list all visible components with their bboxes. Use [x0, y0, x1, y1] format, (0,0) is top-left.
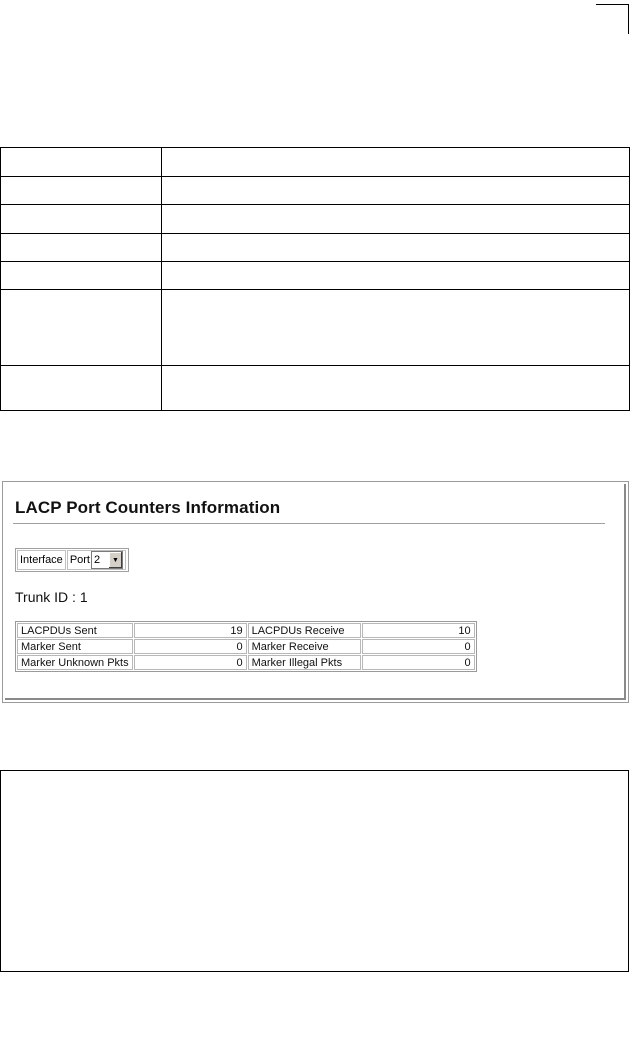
counter-label: Marker Illegal Pkts [248, 655, 361, 670]
table-row-divider [1, 289, 629, 290]
port-label-cell [67, 550, 126, 570]
table-row-divider [1, 365, 629, 366]
counter-value: 0 [134, 639, 247, 654]
interface-label: Interface [17, 550, 66, 570]
table-row [17, 623, 475, 638]
panel-shadow-right [624, 484, 626, 700]
cli-example-box [0, 770, 629, 972]
description-table [0, 147, 630, 411]
counter-label: LACPDUs Sent [17, 623, 133, 638]
table-row [17, 655, 475, 670]
counter-label: Marker Sent [17, 639, 133, 654]
table-row [17, 639, 475, 654]
port-label: Port [69, 554, 90, 566]
chevron-down-icon[interactable]: ▼ [108, 552, 122, 568]
table-row-divider [1, 233, 629, 234]
counter-value: 0 [134, 655, 247, 670]
table-row-divider [1, 261, 629, 262]
title-divider [13, 523, 605, 525]
trunk-id: Trunk ID : 1 [15, 589, 88, 605]
counter-value: 0 [362, 639, 475, 654]
counter-label: LACPDUs Receive [248, 623, 361, 638]
page-corner-mark [596, 4, 629, 34]
interface-selector [15, 548, 129, 572]
table-row-divider [1, 204, 629, 205]
port-select-value: 2 [94, 554, 101, 566]
page-title: LACP Port Counters Information [15, 498, 281, 517]
table-row-divider [1, 176, 629, 177]
counter-label: Marker Unknown Pkts [17, 655, 133, 670]
counter-value: 0 [362, 655, 475, 670]
panel-shadow-bottom [5, 698, 626, 700]
counter-value: 19 [134, 623, 247, 638]
counter-value: 10 [362, 623, 475, 638]
table-column-divider [161, 148, 162, 410]
counter-label: Marker Receive [248, 639, 361, 654]
counters-table [15, 621, 477, 672]
port-select[interactable] [91, 551, 123, 569]
lacp-counters-panel [2, 481, 629, 703]
